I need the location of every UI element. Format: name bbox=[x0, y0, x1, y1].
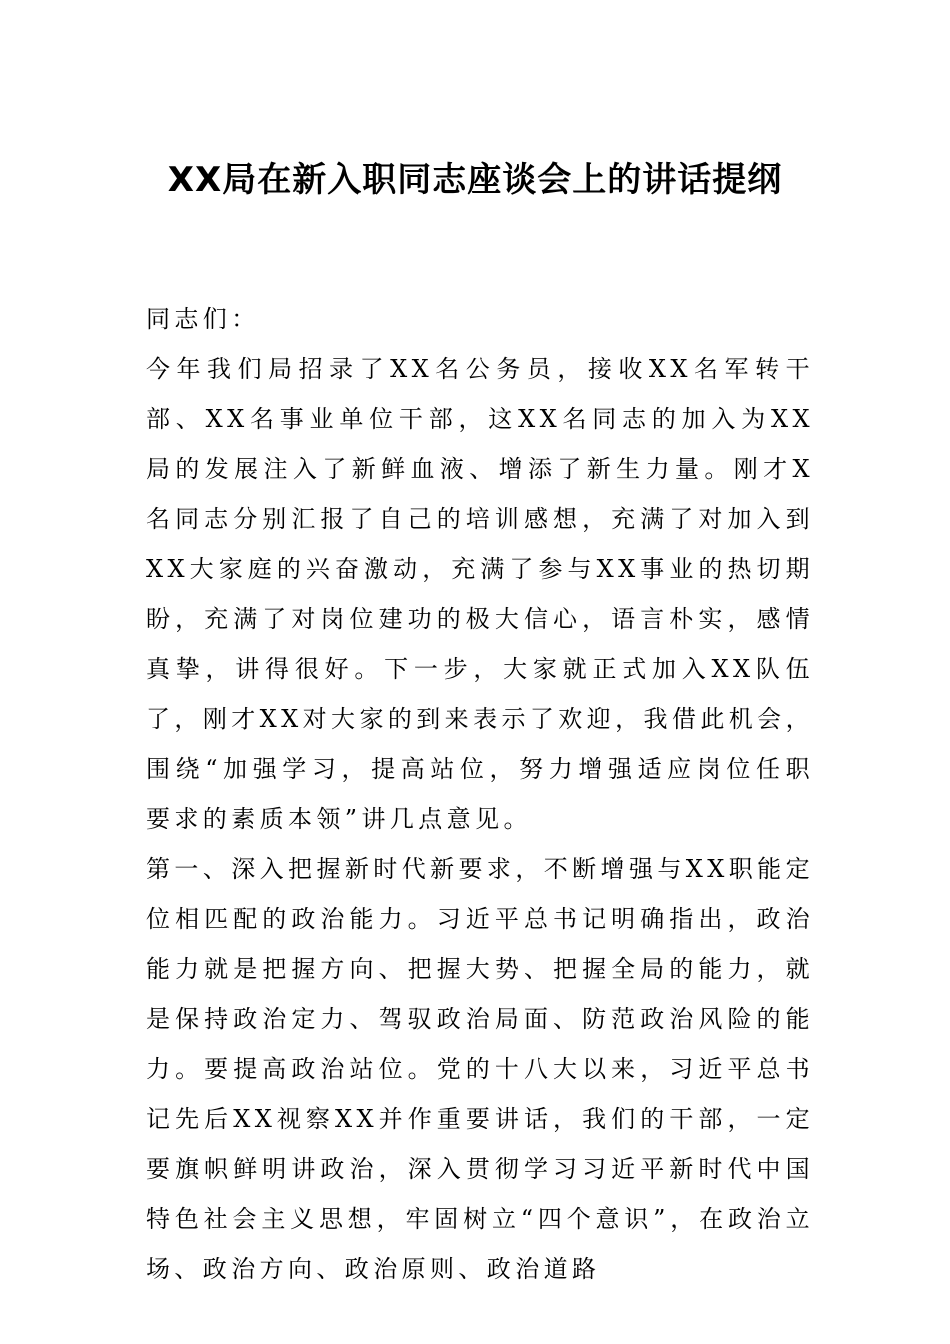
salutation: 同志们： bbox=[146, 305, 260, 333]
document-title: XX局在新入职同志座谈会上的讲话提纲 bbox=[167, 160, 783, 200]
document-body bbox=[146, 294, 814, 1294]
paragraph-intro: 今年我们局招录了XX名公务员，接收XX名军转干部、XX名事业单位干部，这XX名同志的加入为XX局的发展注入了新鲜血液、增添了新生力量。刚才X名同志分别汇报了自己的培训感想，充满了对加入到XX大家庭的兴奋激动，充满了参与XX事业的热切期盼，充满了对岗位建功的极大信心，语言朴实，感情真挚，讲得很好。下一步，大家就正式加入XX队伍了，刚才XX对大家的到来表示了欢迎，我借此机会，围绕“加强学习，提高站位，努力增强适应岗位任职要求的素质本领”讲几点意见。 bbox=[146, 355, 814, 833]
paragraph-first-point: 第一、深入把握新时代新要求，不断增强与XX职能定位相匹配的政治能力。习近平总书记明确指出，政治能力就是把握方向、把握大势、把握全局的能力，就是保持政治定力、驾驭政治局面、防范政治风险的能力。要提高政治站位。党的十八大以来，习近平总书记先后XX视察XX并作重要讲话，我们的干部，一定要旗帜鲜明讲政治，深入贯彻学习习近平新时代中国特色社会主义思想，牢固树立“四个意识”，在政治立场、政治方向、政治原则、政治道路 bbox=[146, 855, 814, 1283]
